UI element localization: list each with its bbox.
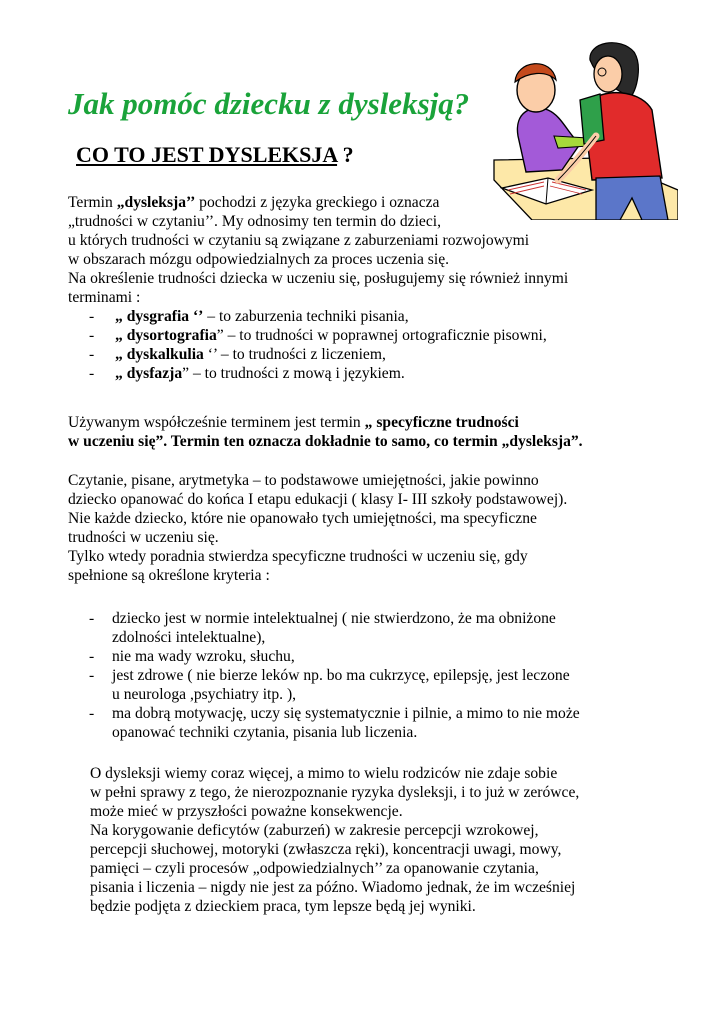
list-item-text: nie ma wady wzroku, słuchu, (112, 648, 295, 665)
list-dash: - (89, 648, 95, 665)
intro-text: pochodzi z języka greckiego i oznacza (195, 194, 440, 211)
term-name: „ dysfazja (115, 365, 183, 382)
list-dash: - (89, 308, 95, 325)
list-dash: - (89, 365, 95, 382)
term-description: ‘’ – to trudności z liczeniem, (203, 346, 386, 363)
list-item-text: zdolności intelektualne), (112, 629, 266, 646)
section-heading-suffix: ? (337, 142, 354, 167)
text-line: Czytanie, pisane, arytmetyka – to podstawowe umiejętności, jakie powinno (68, 472, 539, 489)
term-name: „ dysgrafia ‘’ (115, 308, 204, 325)
term-description: – to zaburzenia techniki pisania, (203, 308, 409, 325)
list-item-text: dziecko jest w normie intelektualnej ( nie stwierdzono, że ma obniżone (112, 610, 556, 627)
list-dash: - (89, 667, 95, 684)
text-line: w uczeniu się”. Termin ten oznacza dokładnie to samo, co termin „dysleksja”. (68, 433, 583, 450)
list-item (68, 307, 678, 326)
list-item (68, 647, 678, 666)
term-specific: „ specyficzne trudności (364, 414, 519, 431)
term-dysleksja: „dysleksja’’ (116, 194, 196, 211)
list-item-text: opanować techniki czytania, pisania lub liczenia. (112, 724, 418, 741)
list-dash: - (89, 327, 95, 344)
text-line (68, 193, 678, 212)
criteria-list (68, 609, 678, 742)
list-item (68, 326, 678, 345)
text-line: u których trudności w czytaniu są związane z zaburzeniami rozwojowymi (68, 232, 530, 249)
intro-paragraph (68, 193, 678, 383)
skills-paragraph (68, 471, 678, 585)
term-description: ” – to trudności z mową i językiem. (182, 365, 405, 382)
text-line: trudności w uczeniu się. (68, 529, 219, 546)
section-heading (76, 142, 354, 168)
text-line: Tylko wtedy poradnia stwierdza specyficzne trudności w uczeniu się, gdy (68, 548, 528, 565)
term-name: „ dyskalkulia (115, 346, 204, 363)
text-line: Nie każde dziecko, które nie opanowało tych umiejętności, ma specyficzne (68, 510, 537, 527)
text-line: dziecko opanować do końca I etapu edukacji ( klasy I- III szkoły podstawowej). (68, 491, 568, 508)
section-heading-text: CO TO JEST DYSLEKSJA (76, 142, 338, 167)
text-line: w obszarach mózgu odpowiedzialnych za proces uczenia się. (68, 251, 450, 268)
list-item (68, 364, 678, 383)
specific-difficulties-paragraph (68, 413, 678, 451)
list-item-text: u neurologa ,psychiatry itp. ), (112, 686, 297, 703)
list-item (68, 609, 678, 647)
list-item (68, 666, 678, 704)
text-line: Na korygowanie deficytów (zaburzeń) w zakresie percepcji wzrokowej, (90, 822, 539, 839)
list-dash: - (89, 346, 95, 363)
page-title: Jak pomóc dziecku z dysleksją? (68, 86, 470, 121)
term-name: „ dysortografia (115, 327, 217, 344)
list-item-text: jest zdrowe ( nie bierze leków np. bo ma cukrzycę, epilepsję, jest leczone (112, 667, 570, 684)
list-item-text: ma dobrą motywację, uczy się systematycznie i pilnie, a mimo to nie może (112, 705, 580, 722)
list-item (68, 704, 678, 742)
text-line: percepcji słuchowej, motoryki (zwłaszcza ręki), koncentracji uwagi, mowy, (90, 841, 562, 858)
paragraph-text: Używanym współcześnie terminem jest termin (68, 414, 365, 431)
closing-paragraph (90, 764, 680, 916)
text-line (68, 413, 678, 432)
intro-text: Termin (68, 194, 117, 211)
text-line: pisania i liczenia – nigdy nie jest za późno. Wiadomo jednak, że im wcześniej (90, 879, 576, 896)
list-item (68, 345, 678, 364)
text-line: może mieć w przyszłości poważne konsekwencje. (90, 803, 403, 820)
text-line: będzie podjęta z dzieckiem praca, tym lepsze będą jej wyniki. (90, 898, 476, 915)
term-description: ” – to trudności w poprawnej ortograficznie pisowni, (216, 327, 547, 344)
list-dash: - (89, 705, 95, 722)
text-line: pamięci – czyli procesów „odpowiedzialnych’’ za opanowanie czytania, (90, 860, 539, 877)
text-line: „trudności w czytaniu’’. My odnosimy ten termin do dzieci, (68, 213, 442, 230)
text-line: O dysleksji wiemy coraz więcej, a mimo to wielu rodziców nie zdaje sobie (90, 765, 558, 782)
text-line: terminami : (68, 289, 141, 306)
text-line: Na określenie trudności dziecka w uczeniu się, posługujemy się również innymi (68, 270, 569, 287)
text-line: spełnione są określone kryteria : (68, 567, 270, 584)
text-line: w pełni sprawy z tego, że nierozpoznanie ryzyka dysleksji, i to już w zerówce, (90, 784, 580, 801)
list-dash: - (89, 610, 95, 627)
